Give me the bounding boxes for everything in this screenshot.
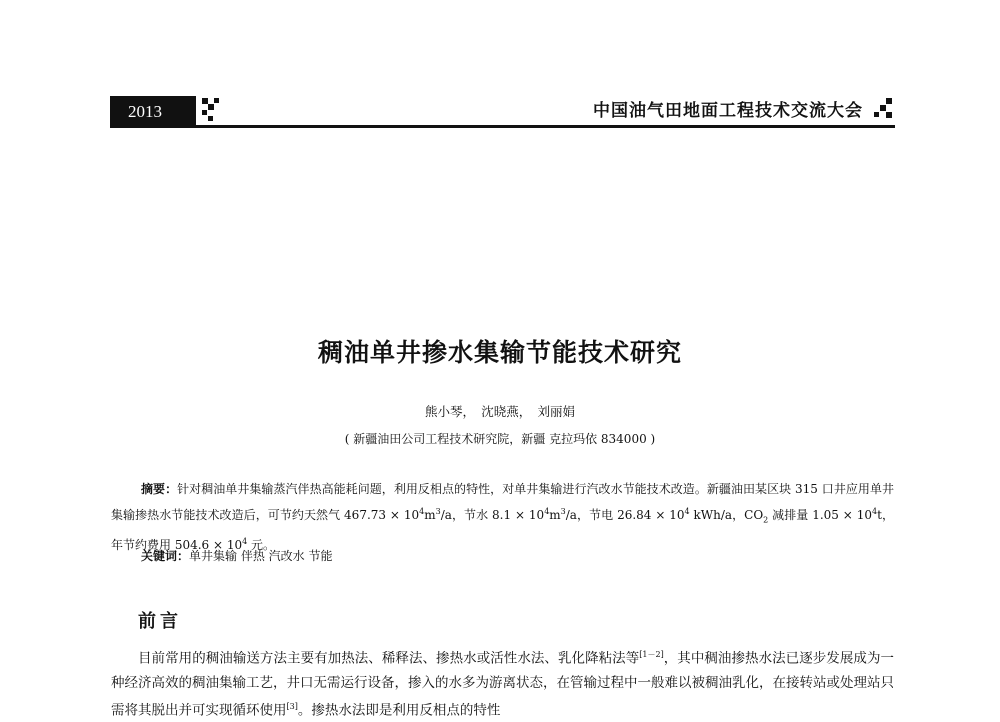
- citation: [3]: [286, 701, 298, 711]
- affiliation: ( 新疆油田公司工程技术研究院，新疆 克拉玛依 834000 ): [344, 432, 656, 446]
- abstract-label: 摘要：: [141, 482, 178, 496]
- citation: [1－2]: [639, 650, 664, 659]
- abstract-text: 针对稠油单井集输蒸汽伴热高能耗问题，利用反相点的特性，对单井集输进行汽改水节能技术改造。新疆油田某区块 315 口井应用单井集输掺热水节能技术改造后，可节约天然气 $467.73 \times 10^4m^3/a$，节水 $8.1 \times 10^4m^3/a$，节电 $26.84 \times 10^4$ kWh/a，$CO_2$ 减排量 $1.05 \times 10^4t$，年节约费用 $504.6 \times 10^4$ 元。: [111, 482, 894, 553]
- abstract: [111, 478, 894, 557]
- section-heading: 前言: [138, 611, 182, 632]
- year-badge: 2013: [110, 96, 196, 128]
- conference-title: 中国油气田地面工程技术交流大会: [593, 101, 863, 121]
- paper-title: 稠油单井掺水集输节能技术研究: [317, 338, 682, 367]
- keywords: [141, 547, 332, 564]
- header-rule: [110, 125, 895, 128]
- body-paragraph: 目前常用的稠油输送方法主要有加热法、稀释法、掺热水或活性水法、乳化降粘法等[1－2]，其中稠油掺热水法已逐步发展成为一种经济高效的稠油集输工艺，井口无需运行设备，掺入的水多为游离状态，在管输过程中一般难以被稠油乳化，在接转站或处理站只需将其脱出并可实现循环使用[3]。掺热水法即是利用反相点的特性: [111, 650, 894, 718]
- keywords-label: 关键词：: [141, 549, 190, 563]
- conference-header: [110, 96, 895, 128]
- keywords-text: 单井集输 伴热 汽改水 节能: [189, 549, 333, 563]
- author-list: 熊小琴， 沈晓燕， 刘丽娟: [424, 404, 575, 419]
